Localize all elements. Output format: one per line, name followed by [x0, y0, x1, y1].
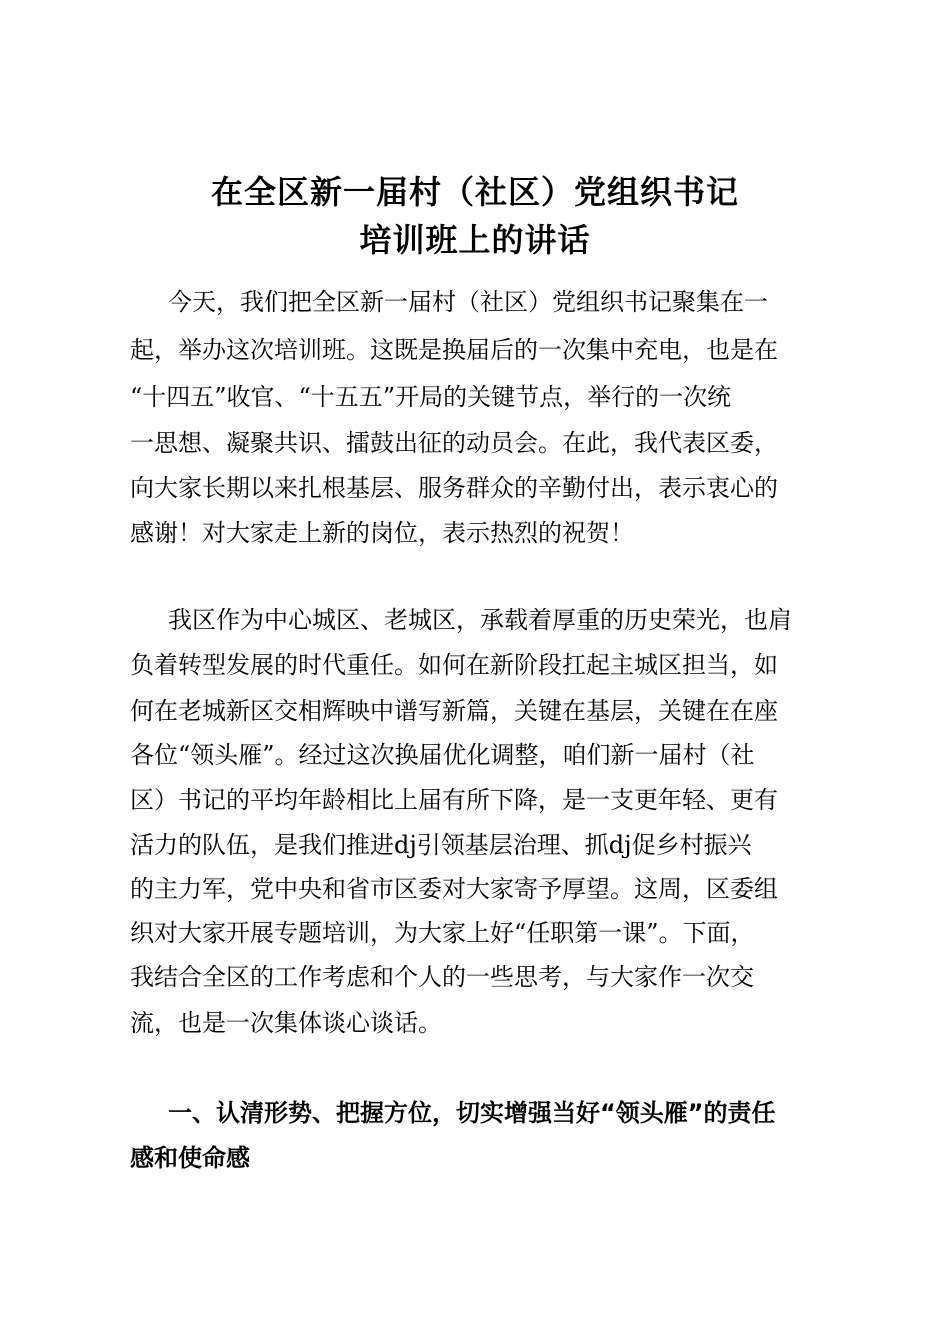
- paragraph-2-line: 区）书记的平均年龄相比上届有所下降，是一支更年轻、更有: [130, 786, 778, 814]
- document-title-line-1: 在全区新一届村（社区）党组织书记: [210, 173, 739, 211]
- paragraph-2-line: 活力的队伍，是我们推进dj引领基层治理、抓dj促乡村振兴: [130, 831, 752, 859]
- paragraph-1-line: 起，举办这次培训班。这既是换届后的一次集中充电，也是在: [130, 336, 778, 364]
- paragraph-1-line: “十四五”收官、“十五五”开局的关键节点，举行的一次统: [130, 383, 732, 411]
- paragraph-2-line: 我结合全区的工作考虑和个人的一些思考，与大家作一次交: [130, 963, 754, 991]
- paragraph-2-line: 何在老城新区交相辉映中谱写新篇，关键在基层，关键在在座: [130, 697, 778, 725]
- paragraph-1-line: 感谢！对大家走上新的岗位，表示热烈的祝贺！: [130, 519, 634, 547]
- section-1-heading-line: 一、认清形势、把握方位，切实增强当好“领头雁”的责任: [168, 1099, 776, 1127]
- document-title-line-2: 培训班上的讲话: [359, 221, 591, 259]
- section-1-heading-line: 感和使命感: [130, 1144, 250, 1172]
- paragraph-2-line: 我区作为中心城区、老城区，承载着厚重的历史荣光，也肩: [168, 606, 792, 634]
- paragraph-2-line: 的主力军，党中央和省市区委对大家寄予厚望。这周，区委组: [130, 875, 778, 903]
- paragraph-1-line: 一思想、凝聚共识、擂鼓出征的动员会。在此，我代表区委，: [130, 429, 778, 457]
- paragraph-1-line: 向大家长期以来扎根基层、服务群众的辛勤付出，表示衷心的: [130, 474, 778, 502]
- paragraph-2-line: 织对大家开展专题培训，为大家上好“任职第一课”。下面，: [130, 919, 755, 947]
- paragraph-2-line: 流，也是一次集体谈心谈话。: [130, 1009, 442, 1037]
- paragraph-2-line: 各位“领头雁”。经过这次换届优化调整，咱们新一届村（社: [130, 741, 755, 769]
- paragraph-2-line: 负着转型发展的时代重任。如何在新阶段扛起主城区担当，如: [130, 651, 778, 679]
- paragraph-1-line: 今天，我们把全区新一届村（社区）党组织书记聚集在一: [168, 288, 768, 316]
